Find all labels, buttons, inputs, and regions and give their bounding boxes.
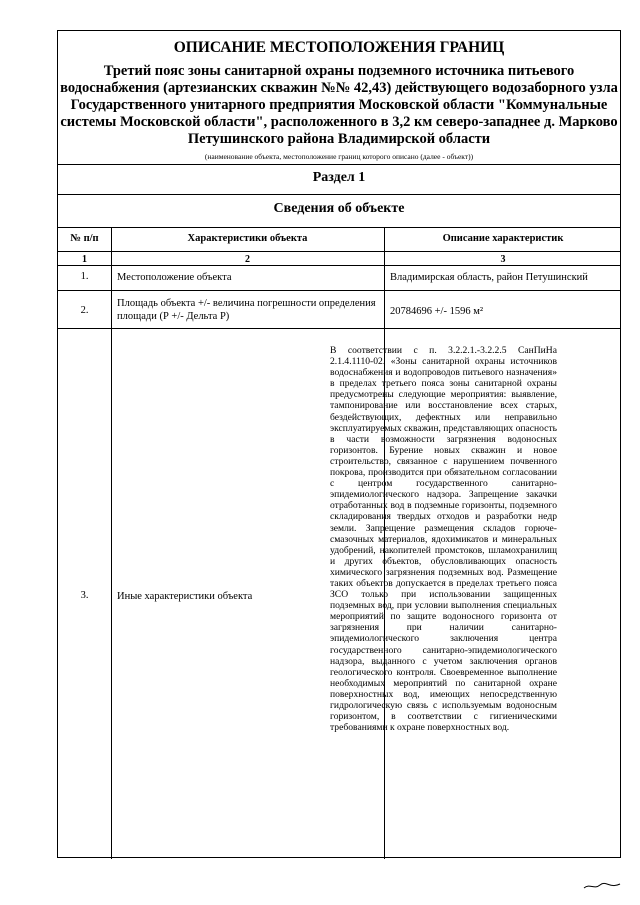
column-number: 3 — [500, 254, 506, 265]
row-description: Владимирская область, район Петушинский — [390, 272, 588, 283]
divider — [58, 194, 620, 195]
row-characteristic: Иные характеристики объекта — [117, 591, 253, 602]
row-number: 1. — [80, 271, 89, 282]
section-title: Раздел 1 — [312, 170, 366, 185]
divider — [58, 328, 620, 329]
object-description: Третий пояс зоны санитарной охраны подземного источника питьевого водоснабжения (артезианских скважин №№ 42,43) действующего водозаборного узла Государственного унитарного предприятия Московской области "Коммунальные системы Московской области", расположенного в 3,2 км северо-западнее д. Марково Петушинского района Владимирской области — [60, 63, 618, 147]
header-number: № п/п — [70, 233, 99, 244]
row-description-long: В соответствии с п. 3.2.2.1.-3.2.2.5 СанПиНа 2.1.4.1110-02. «Зоны санитарной охраны источников водоснабжения и водопроводов питьевого назначения» в пределах третьего пояса зоны санитарной охраны предусмотрены следующие мероприятия: выявление, тампонирование или восстановление всех старых, бездействующих, дефектных или неправильно эксплуатируемых скважин, представляющих опасность в части возможности загрязнения водоносных горизонтов. Бурение новых скважин и новое строительство, связанное с нарушением почвенного покрова, производится при обязательном согласовании с центром государственного санитарно-эпидемиологического надзора. Запрещение закачки отработанных вод в подземные горизонты, подземного складирования твердых отходов и разработки недр земли. Запрещение размещения складов горюче-смазочных материалов, ядохимикатов и минеральных удобрений, накопителей промстоков, шламохранилищ и других объектов, обусловливающих опасность химического загрязнения подземных вод. Размещение таких объектов допускается в пределах третьего пояса ЗСО только при использовании защищенных подземных вод, при условии выполнения специальных мероприятий по защите водоносного горизонта от загрязнения при наличии санитарно-эпидемиологического заключения центра государственного санитарно-эпидемиологического надзора, выданного с учетом заключения органов геологического контроля. Своевременное выполнение необходимых мероприятий по санитарной охране поверхностных вод, имеющих непосредственную гидрологическую связь с используемым водоносным горизонтом, в соответствии с гигиеническими требованиями к охране поверхностных вод. — [330, 345, 558, 734]
row-characteristic: Местоположение объекта — [117, 272, 232, 283]
divider — [58, 164, 620, 165]
row-description: 20784696 +/- 1596 м² — [390, 306, 484, 317]
divider — [58, 290, 620, 291]
object-note: (наименование объекта, местоположение границ которого описано (далее - объект)) — [204, 152, 474, 161]
document-title: ОПИСАНИЕ МЕСТОПОЛОЖЕНИЯ ГРАНИЦ — [173, 39, 505, 56]
divider — [58, 265, 620, 266]
column-number: 2 — [245, 254, 250, 265]
header-characteristic: Характеристики объекта — [187, 233, 308, 244]
row-characteristic: Площадь объекта +/- величина погрешности определения площади (Р +/- Дельта Р) — [117, 298, 376, 322]
row-number: 2. — [80, 305, 89, 316]
divider — [58, 227, 620, 228]
row-number: 3. — [80, 590, 89, 601]
signature-mark — [582, 881, 622, 891]
section-subtitle: Сведения об объекте — [273, 201, 405, 216]
column-divider — [111, 227, 112, 859]
divider — [58, 251, 620, 252]
column-number: 1 — [82, 254, 87, 265]
header-description: Описание характеристик — [442, 233, 564, 244]
